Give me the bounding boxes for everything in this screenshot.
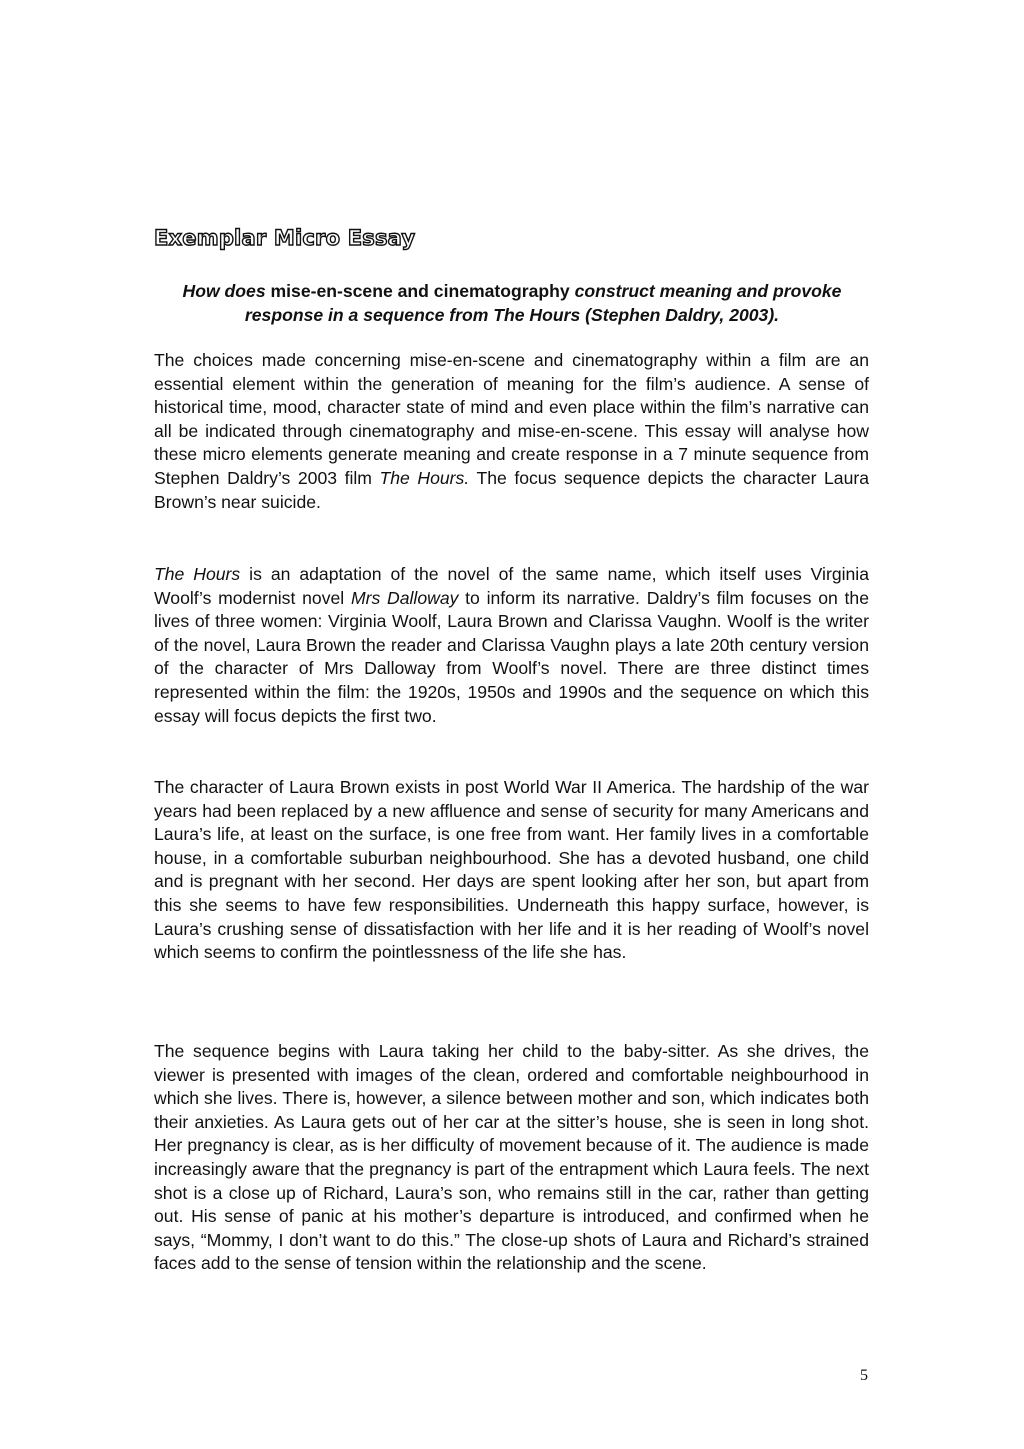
- paragraph-introduction: [154, 349, 869, 514]
- paragraph-1-text-a: The choices made concerning mise-en-scene and cinematography within a film are an essential element within the generation of meaning for the film’s audience. A sense of historical time, mood, character state of mind and even place within the film’s narrative can all be indicated through cinematography and mise-en-scene. This essay will analyse how these micro elements generate meaning and create response in a 7 minute sequence from Stephen Daldry’s 2003 film: [154, 350, 869, 488]
- paragraph-2-text-b: to inform its narrative. Daldry’s film focuses on the lives of three women: Virginia Woolf, Laura Brown and Clarissa Vaughn. Woolf is the writer of the novel, Laura Brown the reader and Clarissa Vaughn plays a late 20th century version of the character of Mrs Dalloway from Woolf’s novel. There are three distinct times represented within the film: the 1920s, 1950s and 1990s and the sequence on which this essay will focus depicts the first two.: [154, 587, 869, 726]
- question-part-2: mise-en-scene and cinematography: [265, 281, 575, 301]
- paragraph-sequence: The sequence begins with Laura taking her child to the baby-sitter. As she drives, the viewer is presented with images of the clean, ordered and comfortable neighbourhood in which she lives. There is, however, a silence between mother and son, which indicates both their anxieties. As Laura gets out of her car at the sitter’s house, she is seen in long shot. Her pregnancy is clear, as is her difficulty of movement because of it. The audience is made increasingly aware that the pregnancy is part of the entrapment which Laura feels. The next shot is a close up of Richard, Laura’s son, who remains still in the car, rather than getting out. His sense of panic at his mother’s departure is introduced, and confirmed when he says, “Mommy, I don’t want to do this.” The close-up shots of Laura and Richard’s strained faces add to the sense of tension within the relationship and the scene.: [154, 1041, 869, 1274]
- question-part-1: How does: [182, 281, 266, 301]
- paragraph-1-text-b: The focus sequence depicts the character Laura Brown’s near suicide.: [154, 467, 870, 512]
- novel-title-reference: Mrs Dalloway: [350, 587, 459, 608]
- paragraph-adaptation: [154, 563, 869, 728]
- document-title: Exemplar Micro Essay: [154, 226, 416, 250]
- page-number: 5: [860, 1367, 868, 1384]
- film-title-reference: The Hours: [154, 564, 241, 584]
- essay-question: [154, 279, 870, 327]
- question-part-3: construct meaning and provoke response in a sequence from The Hours (Stephen Daldry, 2003).: [244, 281, 842, 325]
- paragraph-laura-brown: The character of Laura Brown exists in post World War II America. The hardship of the war years had been replaced by a new affluence and sense of security for many Americans and Laura’s life, at least on the surface, is one free from want. Her family lives in a comfortable house, in a comfortable suburban neighbourhood. She has a devoted husband, one child and is pregnant with her second. Her days are spent looking after her son, but apart from this she seems to have few responsibilities. Underneath this happy surface, however, is Laura’s crushing sense of dissatisfaction with her life and it is her reading of Woolf’s novel which seems to confirm the pointlessness of the life she has.: [154, 777, 869, 963]
- paragraph-2-text-a: is an adaptation of the novel of the same name, which itself uses Virginia Woolf’s modernist novel: [154, 564, 870, 608]
- film-title-reference: The Hours.: [379, 467, 470, 488]
